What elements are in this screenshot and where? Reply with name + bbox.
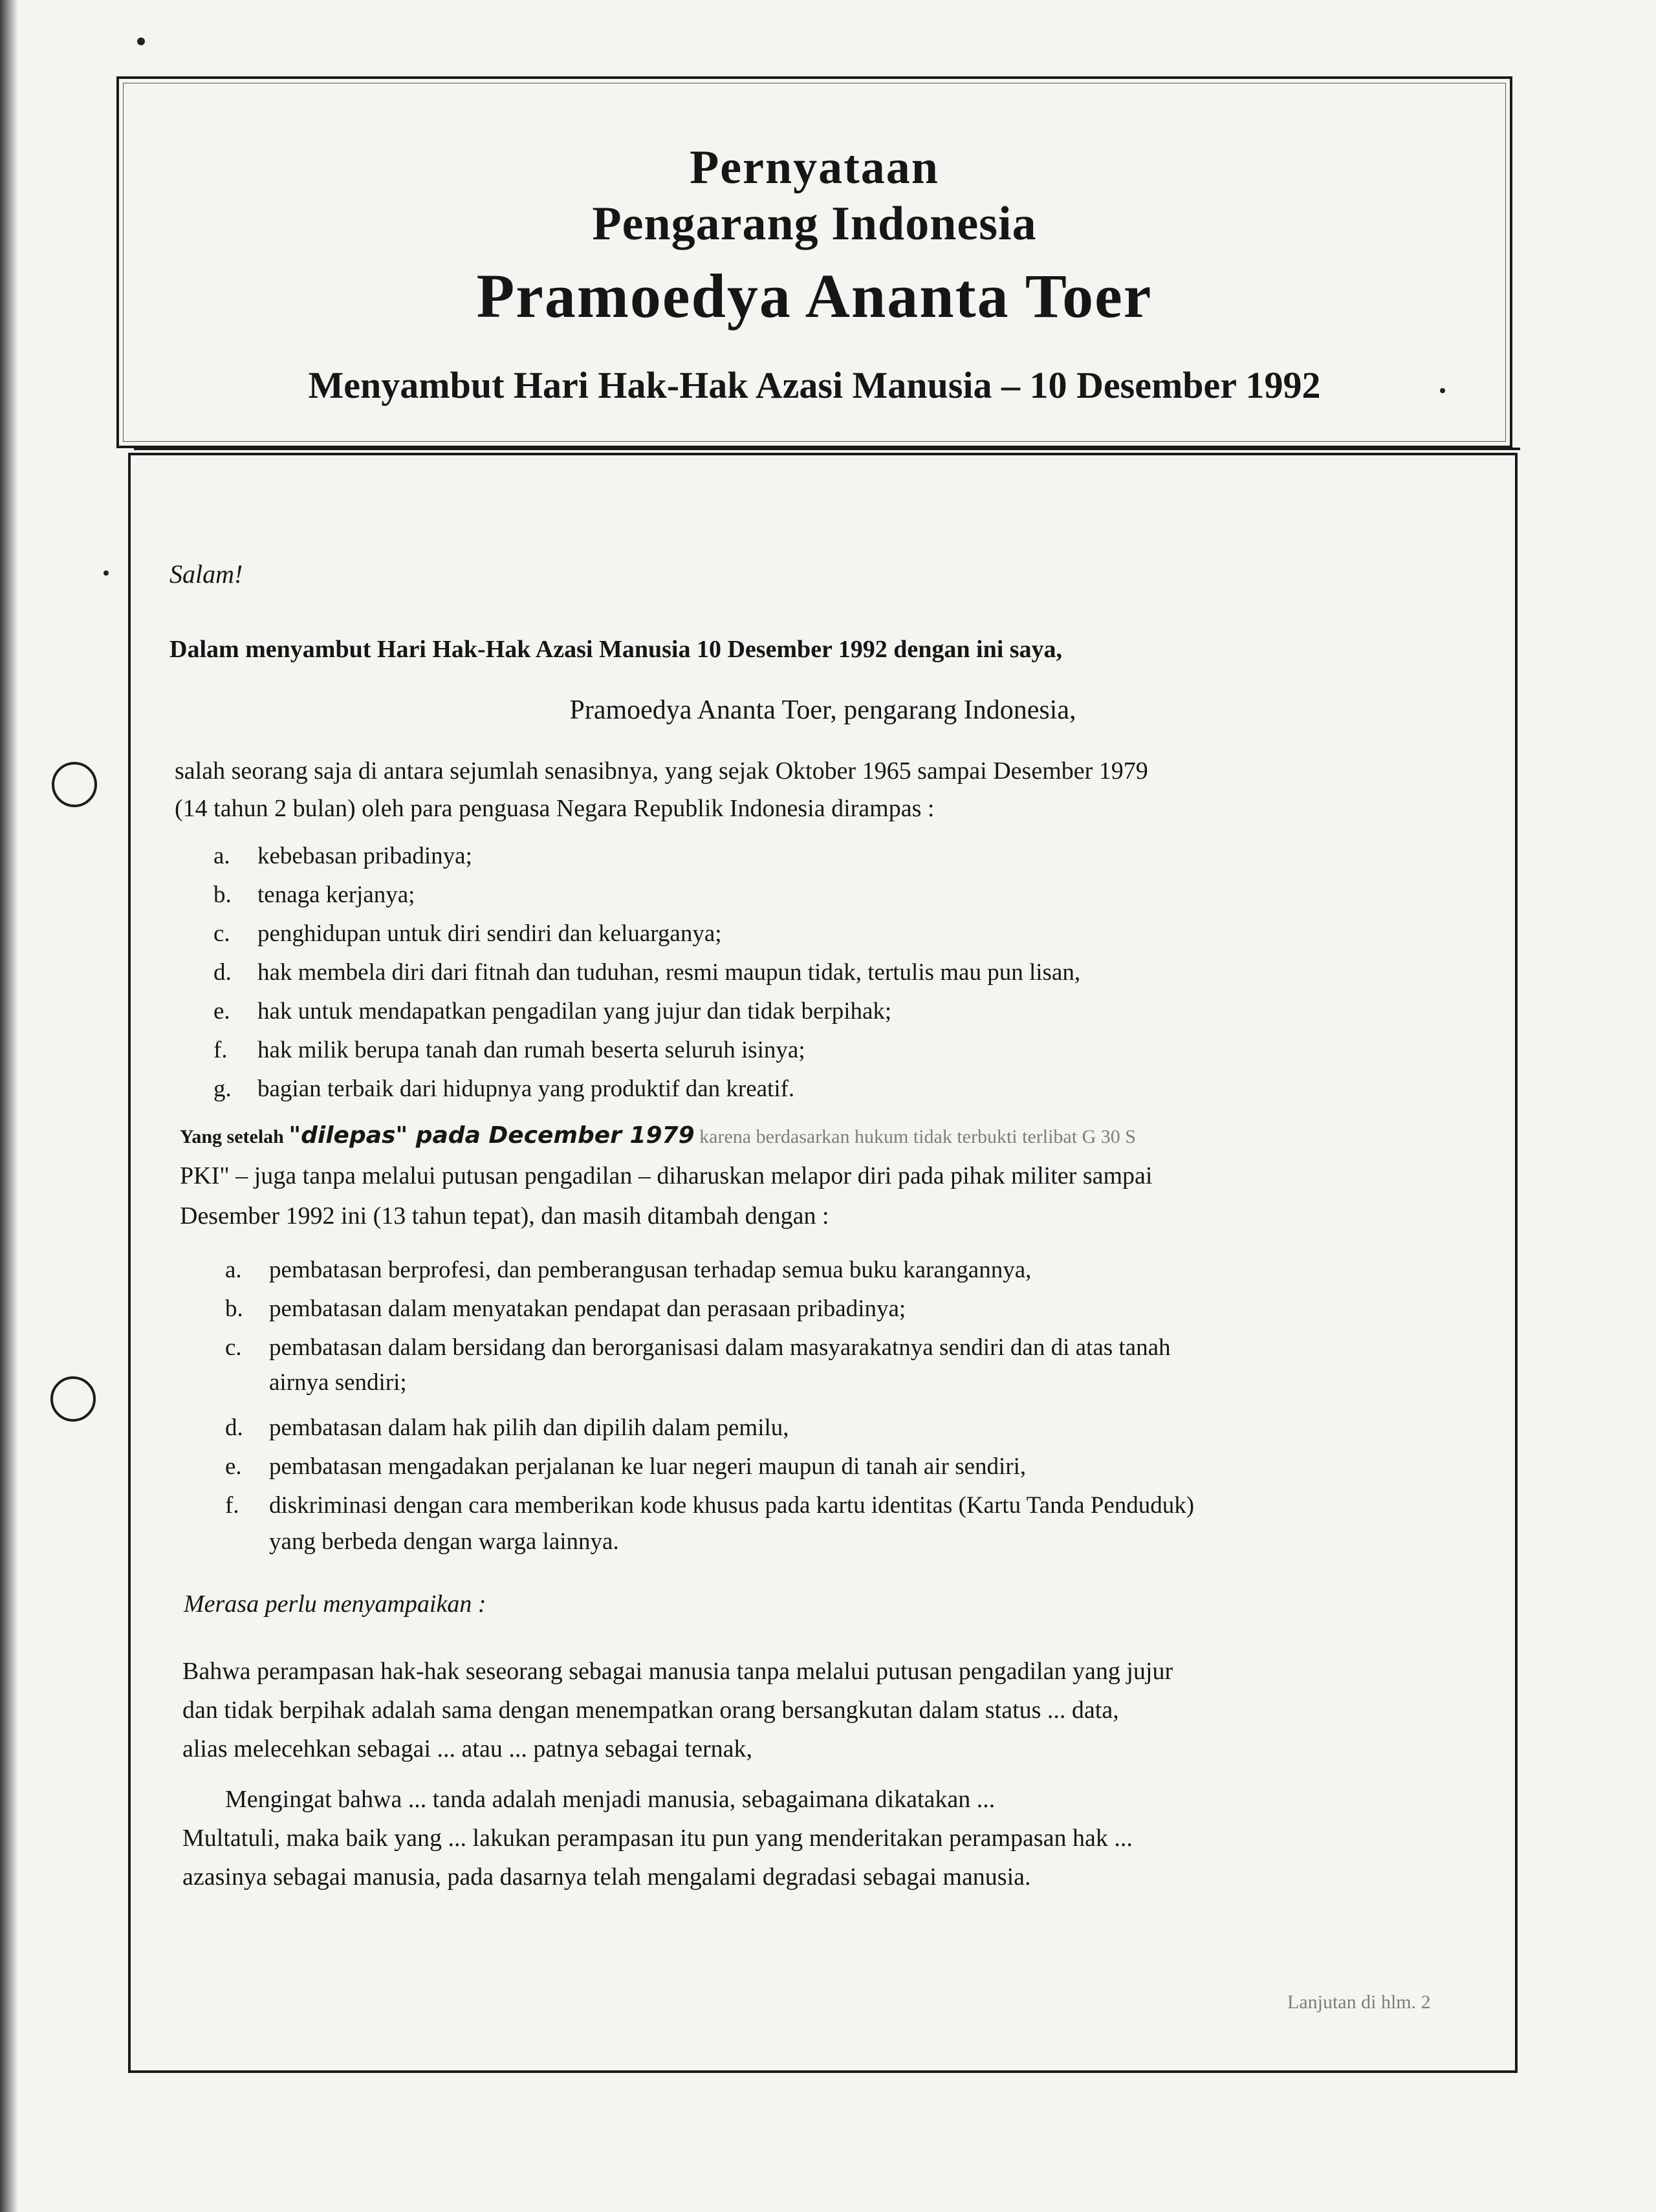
list-item bbox=[213, 880, 415, 911]
paragraph-4-line-3: azasinya sebagai manusia, pada dasarnya telah mengalami degradasi sebagai manusia. bbox=[182, 1863, 1031, 1891]
paragraph-1-line-1: salah seorang saja di antara sejumlah senasibnya, yang sejak Oktober 1965 sampai Desember 1979 bbox=[175, 757, 1148, 785]
section-heading-merasa: Merasa perlu menyampaikan : bbox=[184, 1590, 486, 1618]
list-text: penghidupan untuk diri sendiri dan keluarganya; bbox=[257, 920, 722, 947]
paragraph-2-line-2: PKI" – juga tanpa melalui putusan pengadilan – diharuskan melapor diri pada pihak militer sampai bbox=[180, 1162, 1153, 1189]
list-item bbox=[213, 1035, 805, 1066]
scan-shadow-edge bbox=[0, 0, 18, 2212]
paragraph-3-line-2: dan tidak berpihak adalah sama dengan menempatkan orang bersangkutan dalam status ... data, bbox=[182, 1697, 1119, 1724]
paragraph-2-line-1 bbox=[180, 1120, 1136, 1153]
doc-subtitle: Menyambut Hari Hak-Hak Azasi Manusia – 10 Desember 1992 bbox=[308, 364, 1321, 406]
list-marker: d. bbox=[213, 959, 232, 986]
list-text: hak membela diri dari fitnah dan tuduhan, resmi maupun tidak, tertulis mau pun lisan, bbox=[257, 959, 1081, 986]
list-text: kebebasan pribadinya; bbox=[257, 843, 472, 869]
list-text: hak untuk mendapatkan pengadilan yang jujur dan tidak berpihak; bbox=[257, 998, 892, 1025]
intro-paragraph: Dalam menyambut Hari Hak-Hak Azasi Manusia 10 Desember 1992 dengan ini saya, bbox=[169, 636, 1063, 663]
list-text: pembatasan berprofesi, dan pemberangusan terhadap semua buku karangannya, bbox=[269, 1257, 1032, 1283]
list-text: diskriminasi dengan cara memberikan kode khusus pada kartu identitas (Kartu Tanda Penduduk) bbox=[269, 1492, 1195, 1519]
list-marker: d. bbox=[225, 1415, 243, 1441]
list-text: bagian terbaik dari hidupnya yang produktif dan kreatif. bbox=[257, 1076, 795, 1102]
paragraph-2-start: Yang setelah bbox=[180, 1126, 284, 1147]
list-marker: a. bbox=[225, 1257, 242, 1283]
list-marker: f. bbox=[213, 1037, 228, 1063]
list-marker: c. bbox=[213, 920, 230, 947]
paragraph-4-line-2: Multatuli, maka baik yang ... lakukan perampasan itu pun yang menderitakan perampasan hak ... bbox=[182, 1825, 1133, 1852]
paragraph-2-faded-end: karena berdasarkan hukum tidak terbukti terlibat G 30 S bbox=[699, 1126, 1136, 1147]
title-box bbox=[116, 76, 1512, 448]
list-item-continuation: airnya sendiri; bbox=[269, 1369, 407, 1396]
list-item bbox=[225, 1294, 906, 1325]
list-item-continuation: yang berbeda dengan warga lainnya. bbox=[269, 1528, 619, 1555]
continued-note: Lanjutan di hlm. 2 bbox=[1287, 1991, 1431, 2013]
scan-speck bbox=[137, 38, 145, 45]
list-text: pembatasan mengadakan perjalanan ke luar negeri maupun di tanah air sendiri, bbox=[269, 1453, 1027, 1480]
list-text: pembatasan dalam hak pilih dan dipilih dalam pemilu, bbox=[269, 1415, 789, 1441]
list-item bbox=[213, 841, 472, 872]
paragraph-4-line-1: Mengingat bahwa ... tanda adalah menjadi manusia, sebagaimana dikatakan ... bbox=[225, 1786, 996, 1813]
doc-title-line1: Pernyataan bbox=[690, 141, 939, 194]
punch-hole-icon bbox=[52, 762, 97, 807]
list-marker: e. bbox=[213, 998, 230, 1025]
list-text: pembatasan dalam bersidang dan berorganisasi dalam masyarakatnya sendiri dan di atas tanah bbox=[269, 1334, 1171, 1361]
paragraph-3-line-1: Bahwa perampasan hak-hak seseorang sebagai manusia tanpa melalui putusan pengadilan yang jujur bbox=[182, 1658, 1173, 1685]
list-item bbox=[213, 918, 722, 949]
list-item bbox=[213, 1074, 794, 1105]
list-marker: g. bbox=[213, 1076, 232, 1102]
list-item bbox=[225, 1413, 789, 1444]
list-text: pembatasan dalam menyatakan pendapat dan perasaan pribadinya; bbox=[269, 1296, 906, 1322]
list-marker: f. bbox=[225, 1492, 239, 1519]
list-marker: b. bbox=[225, 1296, 243, 1322]
list-item bbox=[213, 957, 1080, 988]
list-item bbox=[213, 996, 891, 1027]
paragraph-3-line-3: alias melecehkan sebagai ... atau ... patnya sebagai ternak, bbox=[182, 1735, 752, 1762]
list-item bbox=[225, 1255, 1031, 1286]
list-text: tenaga kerjanya; bbox=[257, 882, 415, 908]
list-item bbox=[225, 1490, 1194, 1521]
doc-title-line2: Pengarang Indonesia bbox=[592, 197, 1037, 250]
paragraph-2-line-3: Desember 1992 ini (13 tahun tepat), dan masih ditambah dengan : bbox=[180, 1202, 829, 1230]
list-marker: b. bbox=[213, 882, 232, 908]
handwritten-insert: "dilepas" pada December 1979 bbox=[289, 1122, 695, 1149]
declarant-name-line: Pramoedya Ananta Toer, pengarang Indonesia, bbox=[569, 695, 1076, 725]
list-item bbox=[225, 1451, 1026, 1482]
list-item bbox=[225, 1332, 1171, 1363]
paragraph-1-line-2: (14 tahun 2 bulan) oleh para penguasa Negara Republik Indonesia dirampas : bbox=[175, 795, 935, 822]
list-marker: a. bbox=[213, 843, 230, 869]
list-marker: e. bbox=[225, 1453, 242, 1480]
scan-speck bbox=[104, 570, 109, 576]
punch-hole-icon bbox=[50, 1376, 96, 1422]
list-marker: c. bbox=[225, 1334, 242, 1361]
greeting: Salam! bbox=[169, 559, 243, 589]
author-name-title: Pramoedya Ananta Toer bbox=[476, 261, 1153, 331]
list-text: hak milik berupa tanah dan rumah beserta seluruh isinya; bbox=[257, 1037, 805, 1063]
